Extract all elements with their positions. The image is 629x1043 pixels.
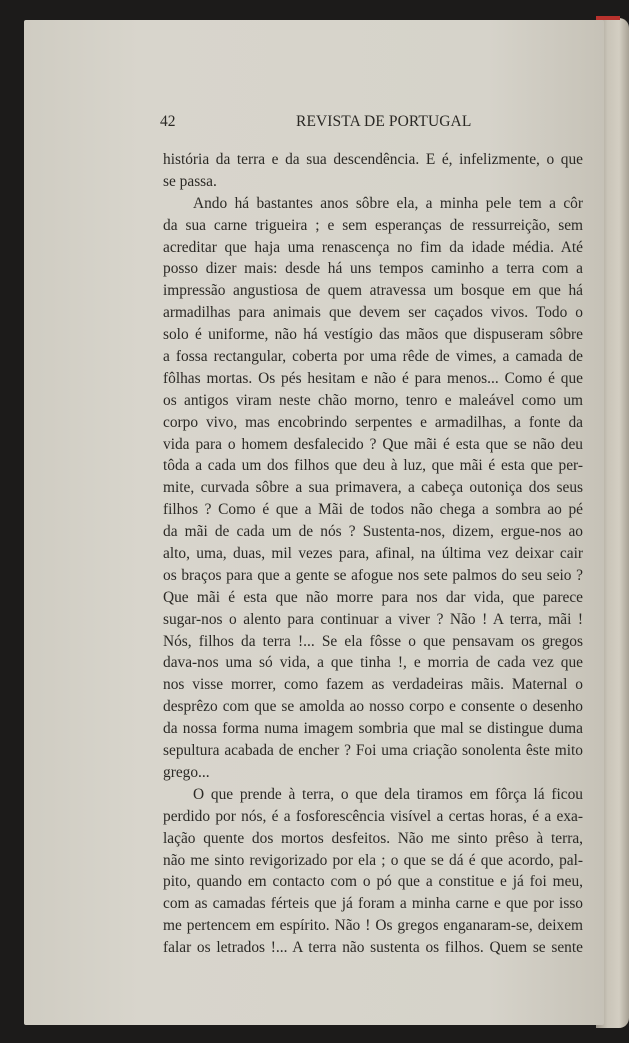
text-line: falar os letrados !... A terra não sustenta os filhos. Quem se sente: [163, 939, 583, 957]
text-line: não me sinto revigorizado por ela ; o que se dá é que acordo, pal-: [163, 851, 583, 869]
text-line: mite, curvada sôbre a sua primavera, a cabeça outoniça dos seus: [163, 479, 583, 497]
paragraph: [163, 149, 583, 193]
page-header: [160, 113, 583, 133]
text-line: dava-nos uma só vida, a que tinha !, e morria de cada vez que: [163, 654, 583, 672]
text-line: fôlhas mortas. Os pés hesitam e não é para menos... Como é que: [163, 369, 583, 387]
text-line: tôda a cada um dos filhos que deu à luz, que mãi é esta que per-: [163, 457, 583, 475]
text-line: vida para o homem desfalecido ? Que mãi é esta que se não deu: [163, 435, 583, 453]
text-line: história da terra e da sua descendência. E é, infelizmente, o que: [163, 151, 583, 168]
text-line: Ando há bastantes anos sôbre ela, a minha pele tem a côr: [193, 194, 583, 212]
text-line: filhos ? Como é que a Mãi de todos não chega a sombra ao pé: [163, 501, 583, 519]
text-line: nos visse morrer, como fazem as verdadeiras mãis. Maternal o: [163, 676, 583, 694]
text-line: pito, quando em contacto com o pó que a constitue e já foi meu,: [163, 873, 583, 891]
text-line: se passa.: [163, 172, 217, 190]
page-number: 42: [160, 113, 176, 130]
text-line: os antigos viram neste chão morno, tenro e maleável como um: [163, 391, 583, 409]
running-title: REVISTA DE PORTUGAL: [296, 113, 472, 130]
text-line: impressão angustiosa de quem atravessa um bosque em que há: [163, 282, 583, 300]
text-line: grego...: [163, 763, 210, 781]
text-line: O que prende à terra, o que dela tiramos em fôrça lá ficou: [193, 785, 583, 803]
text-line: posso dizer mais: desde há uns tempos caminho a terra com a: [163, 260, 583, 278]
paragraph: [163, 193, 583, 784]
text-line: sugar-nos o alento para continuar a viver ? Não ! A terra, mãi !: [163, 610, 583, 628]
text-line: da sua carne trigueira ; e sem esperanças de ressurreição, sem: [163, 216, 583, 234]
text-line: solo é uniforme, não há vestígio das mãos que dispuseram sôbre: [163, 326, 583, 344]
text-line: os braços para que a gente se afogue nos sete palmos do seu seio ?: [163, 566, 583, 584]
text-line: com as camadas férteis que já foram a minha carne e que por isso: [163, 895, 583, 913]
text-line: corpo vivo, mas encobrindo serpentes e armadilhas, a fonte da: [163, 413, 583, 431]
text-line: a fossa rectangular, coberta por uma rêde de vimes, a camada de: [163, 348, 583, 366]
text-line: perdido por nós, é a fosforescência visível a certas horas, é a exa-: [163, 807, 583, 825]
text-line: Que mãi é esta que não morre para nos dar vida, que parece: [163, 588, 583, 606]
text-line: desprêzo com que se amolda ao nosso corpo e consente o desenho: [163, 698, 583, 716]
text-line: armadilhas para animais que devem ser caçados vivos. Todo o: [163, 304, 583, 322]
text-line: Nós, filhos da terra !... Se ela fôsse o que pensavam os gregos: [163, 632, 583, 650]
body-text: [163, 149, 583, 959]
text-line: me pertencem em espírito. Não ! Os gregos enganaram-se, deixem: [163, 917, 583, 935]
paragraph: [163, 784, 583, 959]
text-line: sepultura acabada de encher ? Foi uma criação sonolenta êste mito: [163, 742, 583, 760]
text-line: lação quente dos mortos desfeitos. Não me sinto prêso à terra,: [163, 829, 583, 847]
text-line: alto, uma, duas, mil vezes para, afinal, na última vez deixar cair: [163, 545, 583, 563]
text-line: da nossa forma numa imagem sombria que mal se distingue duma: [163, 720, 583, 738]
text-line: acreditar que haja uma renascença no fim da idade média. Até: [163, 238, 583, 256]
text-line: da mãi de cada um de nós ? Sustenta-nos, dizem, ergue-nos ao: [163, 523, 583, 541]
